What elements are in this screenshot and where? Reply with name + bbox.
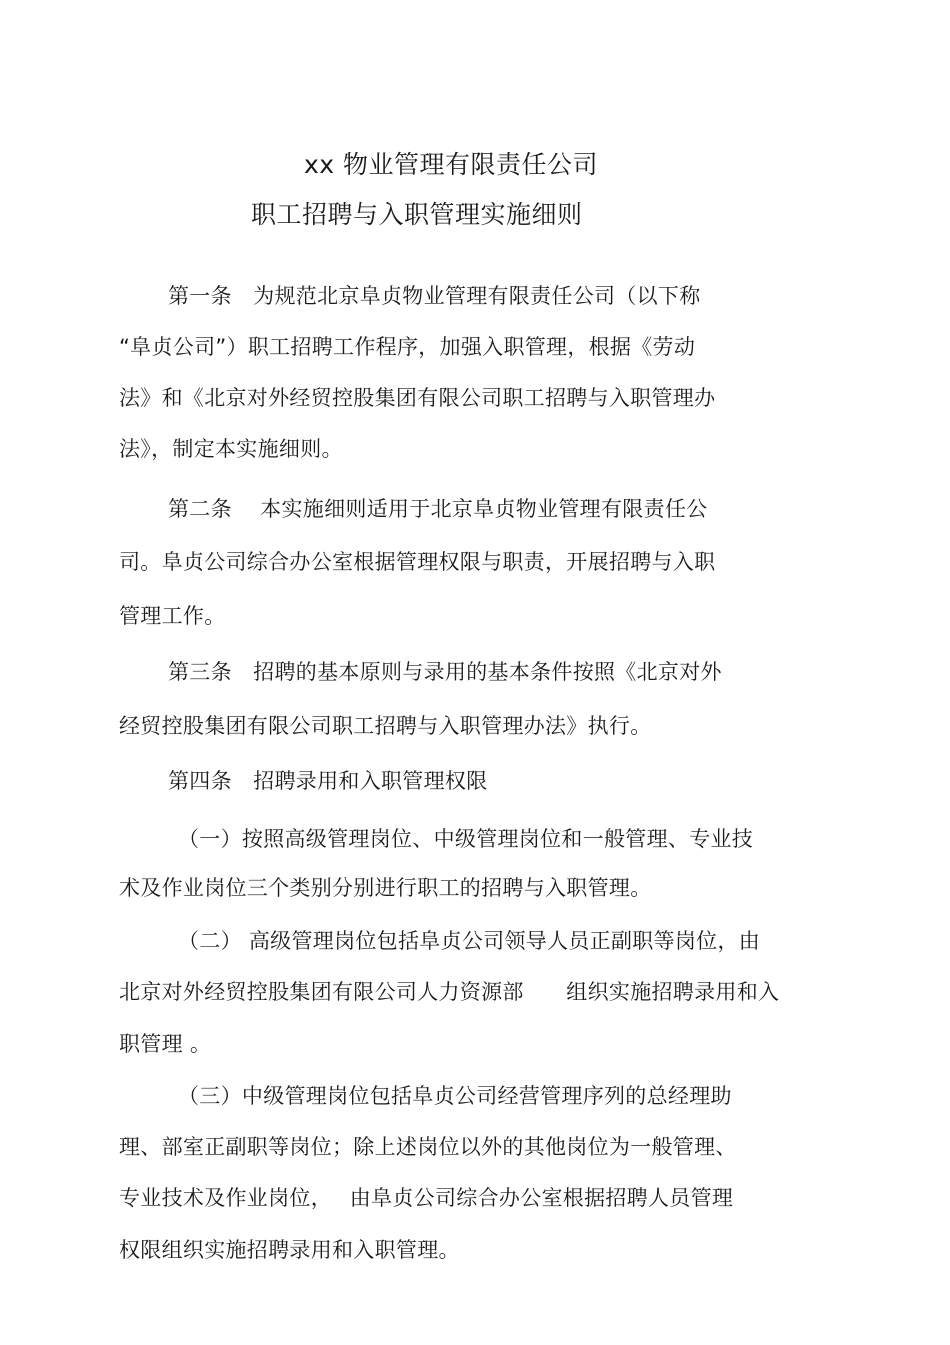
clause-3-line-4: 权限组织实施招聘录用和入职管理。: [119, 1238, 460, 1262]
article-2-line-3: 管理工作。: [119, 604, 226, 628]
article-1-line-2: “阜贞公司”）职工招聘工作程序，加强入职管理，根据《劳动: [119, 335, 696, 359]
article-2-line-2: 司。阜贞公司综合办公室根据管理权限与职责，开展招聘与入职: [119, 550, 716, 574]
clause-3-line-1: （三）中级管理岗位包括阜贞公司经营管理序列的总经理助: [178, 1084, 732, 1108]
company-title: xx 物业管理有限责任公司: [304, 150, 599, 179]
document-title: 职工招聘与入职管理实施细则: [251, 200, 583, 229]
article-3-line-1: 第三条 招聘的基本原则与录用的基本条件按照《北京对外: [168, 660, 722, 684]
clause-2-line-1: （二） 高级管理岗位包括阜贞公司领导人员正副职等岗位，由: [178, 929, 761, 953]
clause-1-line-1: （一）按照高级管理岗位、中级管理岗位和一般管理、专业技: [178, 827, 754, 851]
article-3-line-2: 经贸控股集团有限公司职工招聘与入职管理办法》执行。: [119, 714, 652, 738]
clause-2-line-3: 职管理 。: [119, 1032, 212, 1056]
clause-1-line-2: 术及作业岗位三个类别分别进行职工的招聘与入职管理。: [119, 876, 652, 900]
article-1-line-3: 法》和《北京对外经贸控股集团有限公司职工招聘与入职管理办: [119, 386, 716, 410]
clause-3-line-3: 专业技术及作业岗位， 由阜贞公司综合办公室根据招聘人员管理: [119, 1186, 734, 1210]
article-1-line-1: 第一条 为规范北京阜贞物业管理有限责任公司（以下称: [168, 284, 701, 308]
article-1-line-4: 法》，制定本实施细则。: [119, 437, 343, 461]
article-4-heading: 第四条 招聘录用和入职管理权限: [168, 769, 488, 793]
clause-3-line-2: 理、部室正副职等岗位；除上述岗位以外的其他岗位为一般管理、: [119, 1135, 737, 1159]
article-2-line-1: 第二条 本实施细则适用于北京阜贞物业管理有限责任公: [168, 497, 708, 521]
clause-2-line-2: 北京对外经贸控股集团有限公司人力资源部 组织实施招聘录用和入: [119, 980, 780, 1004]
